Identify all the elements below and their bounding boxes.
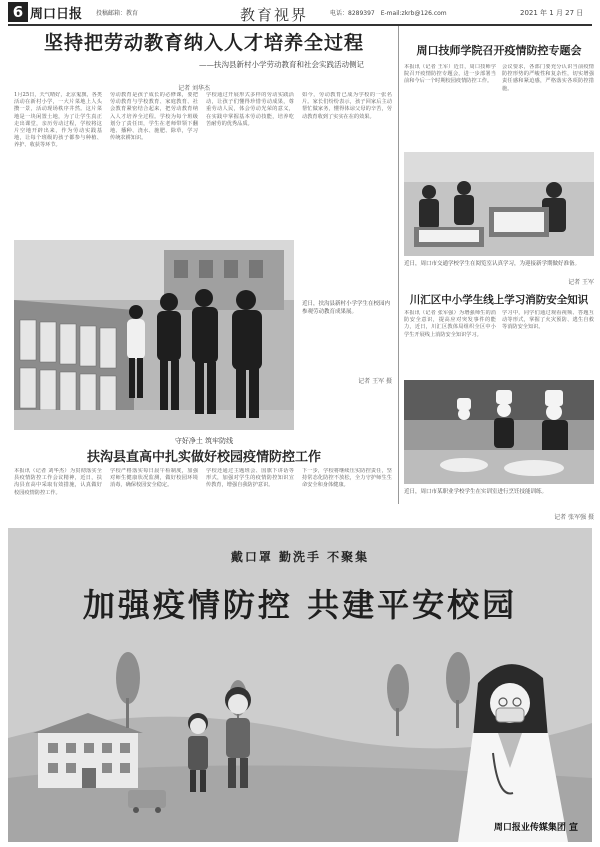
page-number: 6 [8, 2, 28, 22]
fire-byline: 记者 张军强 摄 [554, 514, 594, 521]
main-photo-byline: 记者 王军 摄 [358, 378, 392, 385]
tech-photo-caption: 近日，周口市交通学校学生在阅览室认真学习，为迎接新学期做好准备。 [404, 261, 581, 267]
fangkong-col-4: 下一步，学校将继续压实防控责任，坚持常态化防控不放松，全力守护师生生命安全和身体健康。 [302, 468, 392, 489]
students-at-exhibit-image [14, 240, 294, 430]
poster-slogan-big: 加强疫情防控 共建平安校园 [82, 586, 518, 624]
tech-col-1: 本报讯（记者 王军）近日，周口技师学院召开疫情防控专题会，进一步部署当前和今后一个时期校园疫情防控工作。 [404, 64, 496, 85]
tech-photo [404, 152, 594, 256]
students-reading-image [404, 152, 594, 256]
fire-photo [404, 380, 594, 484]
section-title: 教育视界 [240, 6, 309, 24]
poster-slogan-small: 戴口罩 勤洗手 不聚集 [230, 550, 370, 564]
main-article-byline: 记者 刘华杰 [178, 85, 210, 92]
header-meta-left: 投稿邮箱：教育 [96, 10, 139, 17]
fire-title: 川汇区中小学生线上学习消防安全知识 [409, 294, 589, 306]
poster [8, 528, 592, 842]
tech-title: 周口技师学院召开疫情防控专题会 [416, 44, 582, 57]
main-article-col-4: 如今，劳动教育已成为学校的一张名片。家长们纷纷表示，孩子回家后主动帮忙做家务，懂得体谅父母的辛苦，劳动教育收到了实实在在的效果。 [302, 92, 392, 120]
header-date: 2021 年 1 月 27 日 [520, 9, 584, 17]
header-editor-info: 电话：8289397 E-mail:zkrb@126.com [330, 10, 447, 17]
main-photo-caption: 近日，扶沟县新村小学学生在校园内参观劳动教育成果展。 [302, 301, 391, 315]
main-article-col-1: 1月25日，天气晴好，北京鬼旗，各类活动在新村小学，一大片菜地上人头攒一景，活动现场秩序井然。这片菜地是一块闲置土地，为了让学生真正走出课堂，亲历劳动过程，学校将这片空地开辟出来，作为劳动实践基地，让每个班级的孩子都参与种植、养护、收获等环节。 [14, 92, 102, 149]
main-article-title: 坚持把劳动教育纳入人才培养全过程 [43, 32, 364, 54]
tech-byline: 记者 王军 [568, 279, 594, 286]
paper-name: 周口日报 [30, 7, 83, 22]
main-article-col-3: 学校通过开展形式多样的劳动实践活动，让孩子们懂得珍惜劳动成果，尊重劳动人民，体会劳动光荣的意义，在实践中掌握基本劳动技能，培养吃苦耐劳的优秀品质。 [206, 92, 294, 127]
fangkong-title: 扶沟县直高中扎实做好校园疫情防控工作 [86, 450, 321, 465]
main-article [14, 28, 394, 70]
fangkong-col-3: 学校还通过主题班会、国旗下讲话等形式，加强对学生的疫情防控知识宣传教育，增强自我防护意识。 [206, 468, 294, 489]
fire-col-2: 学习中，同学们通过观看视频、答题互动等形式，掌握了火灾预防、逃生自救等消防安全知识。 [502, 310, 594, 331]
tech-col-2: 会议要求，各部门要充分认识当前疫情防控形势的严峻性和复杂性，切实增强责任感和紧迫感，严格落实各项防控措施。 [502, 64, 594, 92]
fangkong-kicker: 守好净土 筑牢防线 [174, 437, 234, 445]
poster-footer: 周口报业传媒集团 宣 [493, 823, 578, 833]
main-photo [14, 240, 294, 430]
fangkong-col-2: 学校严格落实每日晨午检制度，加强对师生健康状况监测，做好校园环境消毒，确保校园安全稳定。 [110, 468, 198, 489]
main-article-subtitle: ——扶沟县新村小学劳动教育和社会实践活动侧记 [199, 60, 364, 69]
cooking-training-image [404, 380, 594, 484]
fangkong-col-1: 本报讯（记者 刘华杰）为贯彻落实全县疫情防控工作会议精神，近日，扶沟县直高中采取有效措施，认真做好校园疫情防控工作。 [14, 468, 102, 496]
column-divider [398, 26, 399, 504]
fire-col-1: 本报讯（记者 张军强）为增强师生的消防安全意识，提高应对突发事件的能力，近日，川汇区教体局组织全区中小学生开展线上消防安全知识学习。 [404, 310, 496, 338]
poster-background-illustration [8, 528, 592, 842]
main-article-col-2: 劳动教育是孩子成长的必修课，要把劳动教育与学校教育、家庭教育、社会教育紧密结合起来，把劳动教育纳入人才培养全过程。学校为每个班级划分了责任田，学生在老师带领下翻地、播种、浇水、施肥、除草，学习传统农耕知识。 [110, 92, 198, 142]
header-rule [8, 24, 592, 26]
fire-photo-caption: 近日，周口市某职业学校学生在实训室进行烹饪技能训练。 [404, 489, 548, 495]
